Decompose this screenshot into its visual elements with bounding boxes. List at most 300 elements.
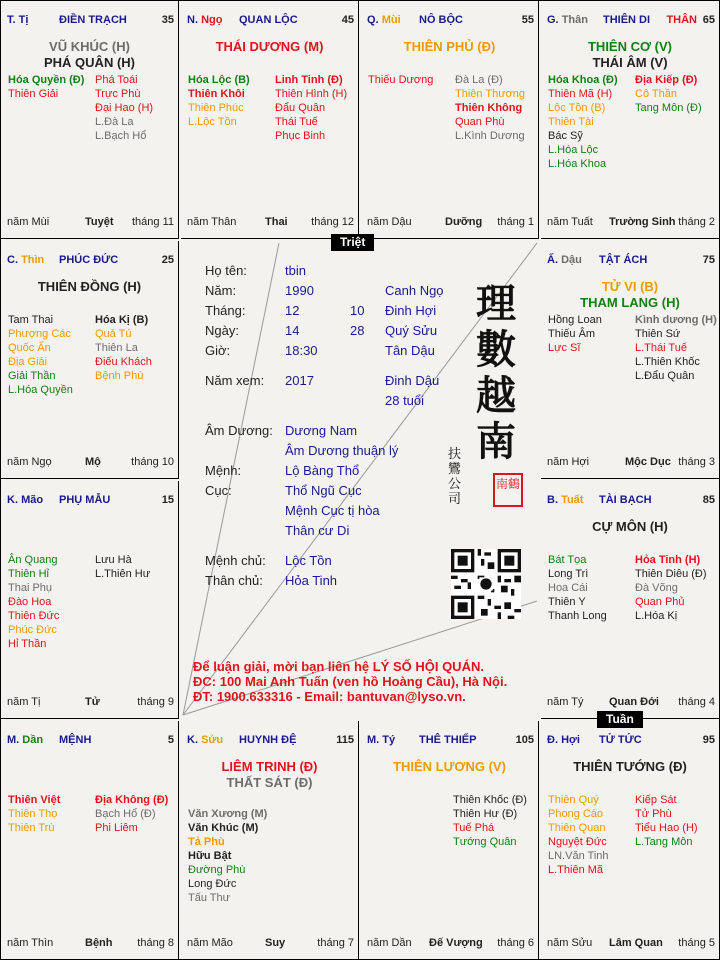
palace-tu-tuc[interactable] (541, 721, 719, 959)
footer-year: năm Hợi (547, 456, 590, 468)
branch-prefix: G. (547, 14, 559, 26)
palace-thien-di[interactable] (541, 1, 719, 239)
footer-year: năm Sửu (547, 937, 593, 949)
footer-stage: Trường Sinh (609, 216, 676, 228)
minor-stars-left (188, 807, 274, 905)
label-month: Tháng: (205, 303, 246, 318)
branch-label (547, 14, 588, 26)
minor-stars-right (453, 793, 537, 849)
branch-name: Tị (18, 14, 29, 26)
callig-char-1: 理 (476, 280, 516, 327)
value-view-year: 2017 (285, 373, 314, 388)
major-stars (1, 279, 178, 295)
minor-star: LN.Văn Tinh (548, 850, 609, 862)
minor-star: Thai Phụ (8, 582, 53, 594)
major-star: PHÁ QUÂN (H) (44, 55, 135, 70)
major-star: THIÊN LƯƠNG (V) (393, 759, 506, 774)
major-stars (181, 759, 358, 791)
palace-age: 95 (702, 734, 715, 746)
minor-star: Quan Phù (455, 116, 505, 128)
branch-label (547, 254, 582, 266)
minor-star: Bác Sỹ (548, 130, 583, 142)
minor-star: Tử Phù (635, 808, 672, 820)
value-cuc-3: Thân cư Di (285, 523, 350, 538)
footer-year: năm Dậu (367, 216, 412, 228)
footer-year: năm Tý (547, 696, 584, 708)
minor-star: L.Tang Môn (635, 836, 693, 848)
minor-star: L.Bạch Hổ (95, 130, 147, 142)
palace-age: 85 (702, 494, 715, 506)
palace-age: 5 (167, 734, 174, 746)
minor-star: Địa Kiếp (Đ) (635, 74, 698, 86)
branch-label (7, 14, 28, 26)
minor-stars-left (8, 553, 94, 651)
minor-star: Đẩu Quân (275, 102, 326, 114)
minor-star: Linh Tinh (Đ) (275, 74, 343, 86)
minor-star: Lộc Tồn (B) (548, 102, 606, 114)
palace-name: THÊ THIẾP (419, 734, 477, 746)
minor-star: Văn Khúc (M) (188, 822, 259, 834)
minor-star: Bạch Hổ (Đ) (95, 808, 156, 820)
age-wrap (385, 391, 424, 411)
minor-stars-left (548, 313, 634, 355)
palace-age: 35 (161, 14, 174, 26)
minor-star: Phi Liêm (95, 822, 138, 834)
minor-stars-right (455, 73, 539, 143)
row-day (205, 321, 455, 341)
footer-month: tháng 3 (678, 456, 715, 468)
palace-name: PHÚC ĐỨC (59, 254, 119, 266)
footer-stage: Dưỡng (445, 216, 483, 228)
minor-star: Thiên Hình (H) (275, 88, 348, 100)
major-star: THIÊN PHỦ (Đ) (403, 39, 496, 54)
branch-label (547, 734, 580, 746)
palace-age: 45 (341, 14, 354, 26)
value-month-solar: 12 (285, 303, 300, 318)
palace-name: MỆNH (59, 734, 92, 746)
branch-name: Dần (22, 734, 44, 746)
major-star: THẤT SÁT (Đ) (226, 775, 313, 790)
branch-label (7, 734, 43, 746)
minor-star: Hóa Lộc (B) (188, 74, 250, 86)
footer-month: tháng 12 (311, 216, 354, 228)
minor-star: L.Thiên Mã (548, 864, 604, 876)
footer-stage: Đế Vượng (429, 937, 483, 949)
value-year-canchi: Canh Ngọ (385, 283, 444, 298)
minor-stars-right (635, 73, 719, 115)
minor-star: Điếu Khách (95, 356, 152, 368)
footer-year: năm Dần (367, 937, 412, 949)
footer-stage: Bệnh (85, 937, 113, 949)
footer-month: tháng 9 (137, 696, 174, 708)
than-marker: THÂN (666, 14, 697, 26)
branch-name: Dậu (561, 254, 582, 266)
minor-star: Đường Phù (188, 864, 246, 876)
branch-name: Sửu (201, 734, 224, 746)
minor-star: Thiên Y (548, 596, 586, 608)
palace-header (7, 14, 174, 28)
minor-star: L.Đẩu Quân (635, 370, 695, 382)
branch-name: Mão (21, 494, 44, 506)
minor-star: Tấu Thư (188, 892, 231, 904)
footer-month: tháng 5 (678, 937, 715, 949)
footer-month: tháng 1 (497, 216, 534, 228)
minor-star: Kình dương (H) (635, 314, 717, 326)
palace-footer (367, 937, 534, 951)
branch-prefix: N. (187, 14, 198, 26)
minor-star: Thiên Trù (8, 822, 55, 834)
branch-name: Mùi (381, 14, 401, 26)
branch-name: Tý (382, 734, 396, 746)
minor-stars-right (275, 73, 359, 143)
minor-star: Hóa Quyền (Đ) (8, 74, 85, 86)
minor-star: Hồng Loan (548, 314, 602, 326)
minor-stars-right (95, 793, 179, 835)
palace-huynh-de[interactable] (181, 721, 359, 959)
minor-star: Địa Giải (8, 356, 48, 368)
minor-star: Thiên Đức (8, 610, 60, 622)
contact-info (193, 659, 507, 704)
contact-line-1: Để luận giải, mời bạn liên hệ LÝ SỐ HỘI QUÁN. (193, 659, 484, 674)
palace-name: PHỤ MẪU (59, 494, 111, 506)
minor-star: Hóa Kị (B) (95, 314, 149, 326)
major-stars (361, 759, 538, 775)
minor-star: Phúc Đức (8, 624, 57, 636)
palace-header (187, 14, 354, 28)
row-month (205, 301, 455, 321)
major-star: VŨ KHÚC (H) (49, 39, 130, 54)
minor-star: Đại Hao (H) (95, 102, 154, 114)
footer-stage: Tuyệt (85, 216, 114, 228)
major-star: THÁI DƯƠNG (M) (215, 39, 324, 54)
palace-age: 105 (515, 734, 534, 746)
footer-year: năm Mùi (7, 216, 50, 228)
calligraphy-logo (471, 281, 521, 465)
footer-month: tháng 6 (497, 937, 534, 949)
minor-star: Tam Thai (8, 314, 54, 326)
palace-tai-bach[interactable] (541, 481, 719, 719)
value-month-lunar: 10 (350, 303, 365, 318)
branch-name: Tuất (561, 494, 584, 506)
value-am-duong-2: Âm Dương thuận lý (285, 443, 399, 458)
major-stars (361, 39, 538, 55)
palace-dien-trach[interactable] (1, 1, 179, 239)
minor-star: Thiên Quý (548, 794, 599, 806)
minor-star: L.Thiên Hư (95, 568, 151, 580)
major-star: THIÊN TƯỚNG (Đ) (573, 759, 687, 774)
branch-prefix: M. (367, 734, 380, 746)
palace-footer (187, 216, 354, 230)
minor-star: Quốc Ấn (8, 342, 51, 354)
branch-label (367, 734, 395, 746)
minor-stars-left (548, 553, 634, 623)
branch-prefix: Q. (367, 14, 379, 26)
minor-star: Thiếu Dương (368, 74, 434, 86)
minor-star: Thiên Thương (455, 88, 526, 100)
minor-stars-right (635, 553, 719, 623)
minor-star: Thiên Thọ (8, 808, 58, 820)
minor-star: Ân Quang (8, 554, 58, 566)
minor-star: Đào Hoa (8, 596, 52, 608)
callig-char-3: 越 (476, 372, 516, 419)
triet-tag: Triệt (331, 234, 374, 251)
major-star: TỬ VI (B) (601, 279, 659, 294)
minor-star: Nguyệt Đức (548, 836, 607, 848)
minor-star: Hóa Khoa (Đ) (548, 74, 618, 86)
major-stars (181, 39, 358, 55)
footer-stage: Mộc Dục (625, 456, 671, 468)
minor-star: Thiên Diêu (Đ) (635, 568, 707, 580)
minor-star: Tướng Quân (453, 836, 517, 848)
label-cuc: Cục: (205, 483, 232, 498)
row-hour (205, 341, 455, 361)
minor-star: Quả Tú (95, 328, 132, 340)
palace-the-thiep[interactable] (361, 721, 539, 959)
palace-tat-ach[interactable] (541, 241, 719, 479)
palace-age: 55 (521, 14, 534, 26)
branch-prefix: Ấ. (547, 254, 558, 266)
footer-stage: Suy (265, 937, 286, 949)
palace-footer (7, 456, 174, 470)
minor-star: Thiên Giải (8, 88, 59, 100)
palace-age: 115 (336, 734, 354, 746)
major-star: CỰ MÔN (H) (592, 519, 668, 534)
major-star: LIÊM TRINH (Đ) (221, 759, 318, 774)
palace-footer (187, 937, 354, 951)
value-day-lunar: 28 (350, 323, 365, 338)
palace-no-boc[interactable] (361, 1, 539, 239)
value-menh: Lộ Bàng Thổ (285, 463, 360, 478)
minor-star: Thiên Sứ (635, 328, 681, 340)
value-hour-canchi: Tân Dậu (385, 343, 435, 358)
row-view-year (205, 371, 455, 391)
footer-stage: Quan Đới (609, 696, 659, 708)
minor-star: Long Trì (548, 568, 589, 580)
label-hour: Giờ: (205, 343, 231, 358)
minor-stars-right (95, 313, 179, 383)
palace-footer (7, 216, 174, 230)
label-name: Họ tên: (205, 263, 247, 278)
major-stars (541, 759, 719, 775)
minor-star: Đà La (Đ) (455, 74, 503, 86)
branch-name: Thân (561, 14, 588, 26)
palace-footer (367, 216, 534, 230)
minor-stars-right (635, 313, 719, 383)
minor-stars-left (8, 313, 94, 397)
minor-stars-left (8, 73, 94, 101)
palace-header (547, 254, 715, 268)
palace-header (547, 734, 715, 748)
value-view-year-canchi: Đinh Dậu (385, 373, 440, 388)
value-menh-chu: Lộc Tồn (285, 553, 332, 568)
branch-prefix: B. (547, 494, 558, 506)
palace-footer (547, 216, 715, 230)
minor-stars-left (188, 73, 274, 129)
footer-month: tháng 11 (131, 216, 174, 228)
branch-prefix: M. (7, 734, 20, 746)
branch-name: Hợi (561, 734, 580, 746)
palace-phu-mau[interactable] (1, 481, 179, 719)
footer-stage: Lâm Quan (609, 937, 663, 949)
label-view-year: Năm xem: (205, 373, 265, 388)
minor-star: Thiên Phúc (188, 102, 244, 114)
footer-year: năm Ngọ (7, 456, 52, 468)
minor-star: Thiên Khốc (Đ) (453, 794, 527, 806)
palace-name: TÀI BẠCH (599, 494, 652, 506)
branch-prefix: Đ. (547, 734, 558, 746)
minor-star: Phượng Các (8, 328, 71, 340)
minor-star: Thiên Khôi (188, 88, 245, 100)
qr-code[interactable] (451, 549, 521, 619)
footer-year: năm Thìn (7, 937, 54, 949)
row-year (205, 281, 455, 301)
minor-star: Thiên Không (455, 102, 523, 114)
major-stars (541, 279, 719, 311)
major-stars (541, 39, 719, 71)
minor-star: Bệnh Phù (95, 370, 144, 382)
minor-star: Đà Võng (635, 582, 678, 594)
row-name (205, 261, 455, 281)
palace-header (187, 734, 354, 748)
minor-star: Quan Phủ (635, 596, 685, 608)
palace-quan-loc[interactable] (181, 1, 359, 239)
callig-char-2: 數 (476, 326, 516, 373)
value-month-canchi: Đinh Hợi (385, 303, 437, 318)
company-calligraphy: 扶鸞公司 (448, 447, 462, 507)
footer-month: tháng 10 (131, 456, 174, 468)
footer-year: năm Tị (7, 696, 41, 708)
footer-month: tháng 8 (137, 937, 174, 949)
minor-star: Cô Thần (635, 88, 677, 100)
minor-star: Trực Phù (95, 88, 141, 100)
footer-stage: Thai (265, 216, 288, 228)
minor-stars-right (95, 73, 179, 143)
minor-star: Giải Thần (8, 370, 56, 382)
palace-age: 75 (702, 254, 715, 266)
branch-label (367, 14, 401, 26)
branch-prefix: C. (7, 254, 18, 266)
minor-star: Thiếu Âm (548, 328, 596, 340)
branch-name: Thìn (21, 254, 45, 266)
minor-star: Phục Binh (275, 130, 326, 142)
minor-star: Thái Tuế (275, 116, 318, 128)
contact-phone-email: ĐT: 1900.633316 - Email: bantuvan@lyso.vn. (193, 689, 466, 704)
footer-stage: Mộ (85, 456, 101, 468)
center-info-panel (181, 241, 539, 717)
minor-stars-right (95, 553, 179, 581)
palace-age: 25 (161, 254, 174, 266)
value-day-canchi: Quý Sửu (385, 323, 438, 338)
footer-year: năm Mão (187, 937, 233, 949)
branch-prefix: K. (187, 734, 198, 746)
value-cuc: Thổ Ngũ Cục (285, 483, 362, 498)
footer-month: tháng 7 (317, 937, 354, 949)
minor-stars-left (368, 73, 454, 87)
minor-star: Hữu Bật (188, 850, 232, 862)
minor-star: L.Hóa Khoa (548, 158, 607, 170)
branch-prefix: T. (7, 14, 16, 26)
branch-prefix: K. (7, 494, 18, 506)
minor-star: Tiểu Hao (H) (635, 822, 698, 834)
value-day-solar: 14 (285, 323, 300, 338)
minor-star: Thiên Quan (548, 822, 606, 834)
minor-star: Hỏa Tinh (H) (635, 554, 701, 566)
palace-name: NÔ BỘC (419, 14, 463, 26)
minor-star: Địa Không (Đ) (95, 794, 169, 806)
minor-star: L.Kình Dương (455, 130, 525, 142)
minor-star: Bát Tọa (548, 554, 587, 566)
minor-stars-left (548, 73, 634, 171)
minor-star: L.Thiên Khốc (635, 356, 700, 368)
minor-star: L.Thái Tuế (635, 342, 687, 354)
value-than-chu: Hỏa Tinh (285, 573, 338, 588)
value-cuc-2: Mệnh Cục tị hòa (285, 503, 380, 518)
footer-year: năm Tuất (547, 216, 593, 228)
palace-age: 15 (161, 494, 174, 506)
palace-name: TẬT ÁCH (599, 254, 648, 266)
label-menh: Mệnh: (205, 463, 242, 478)
callig-char-4: 南 (476, 418, 516, 465)
branch-label (187, 14, 222, 26)
minor-star: Lực Sĩ (548, 342, 581, 354)
minor-stars-left (548, 793, 634, 877)
palace-header (547, 14, 715, 28)
label-menh-chu: Mệnh chủ: (205, 553, 266, 568)
label-am-duong: Âm Dương: (205, 423, 273, 438)
destiny-info (205, 421, 465, 591)
palace-phuc-duc[interactable] (1, 241, 179, 479)
palace-name: THIÊN DI (603, 14, 651, 26)
value-am-duong: Dương Nam (285, 423, 358, 438)
minor-star: L.Đà La (95, 116, 134, 128)
minor-star: Tả Phù (188, 836, 225, 848)
palace-menh[interactable] (1, 721, 179, 959)
minor-star: Thanh Long (548, 610, 607, 622)
palace-name: HUYNH ĐỆ (239, 734, 297, 746)
minor-star: Long Đức (188, 878, 237, 890)
major-stars (541, 519, 719, 535)
minor-star: Tang Môn (Đ) (635, 102, 702, 114)
palace-footer (547, 937, 715, 951)
palace-header (367, 14, 534, 28)
palace-header (7, 734, 174, 748)
minor-star: Hoa Cái (548, 582, 588, 594)
minor-star: L.Hóa Lộc (548, 144, 599, 156)
minor-star: Thiên Hỉ (8, 568, 49, 580)
branch-label (187, 734, 223, 746)
palace-name: ĐIỀN TRẠCH (59, 14, 127, 26)
palace-header (367, 734, 534, 748)
major-star: THÁI ÂM (V) (592, 55, 668, 70)
branch-name: Ngọ (201, 14, 223, 26)
minor-star: Thiên Hư (Đ) (453, 808, 518, 820)
palace-name: TỬ TỨC (599, 734, 642, 746)
palace-footer (547, 456, 715, 470)
minor-star: Thiên Tài (548, 116, 594, 128)
palace-name: QUAN LỘC (239, 14, 298, 26)
palace-header (7, 494, 174, 508)
major-star: THIÊN ĐỒNG (H) (37, 279, 142, 294)
age-value: 28 tuổi (385, 393, 425, 408)
minor-star: Thiên La (95, 342, 138, 354)
footer-month: tháng 4 (678, 696, 715, 708)
footer-month: tháng 2 (678, 216, 715, 228)
value-name: tbin (285, 263, 306, 278)
minor-star: Thiên Mã (H) (548, 88, 613, 100)
palace-footer (7, 696, 174, 710)
footer-year: năm Thân (187, 216, 237, 228)
minor-star: Tuế Phá (453, 822, 495, 834)
